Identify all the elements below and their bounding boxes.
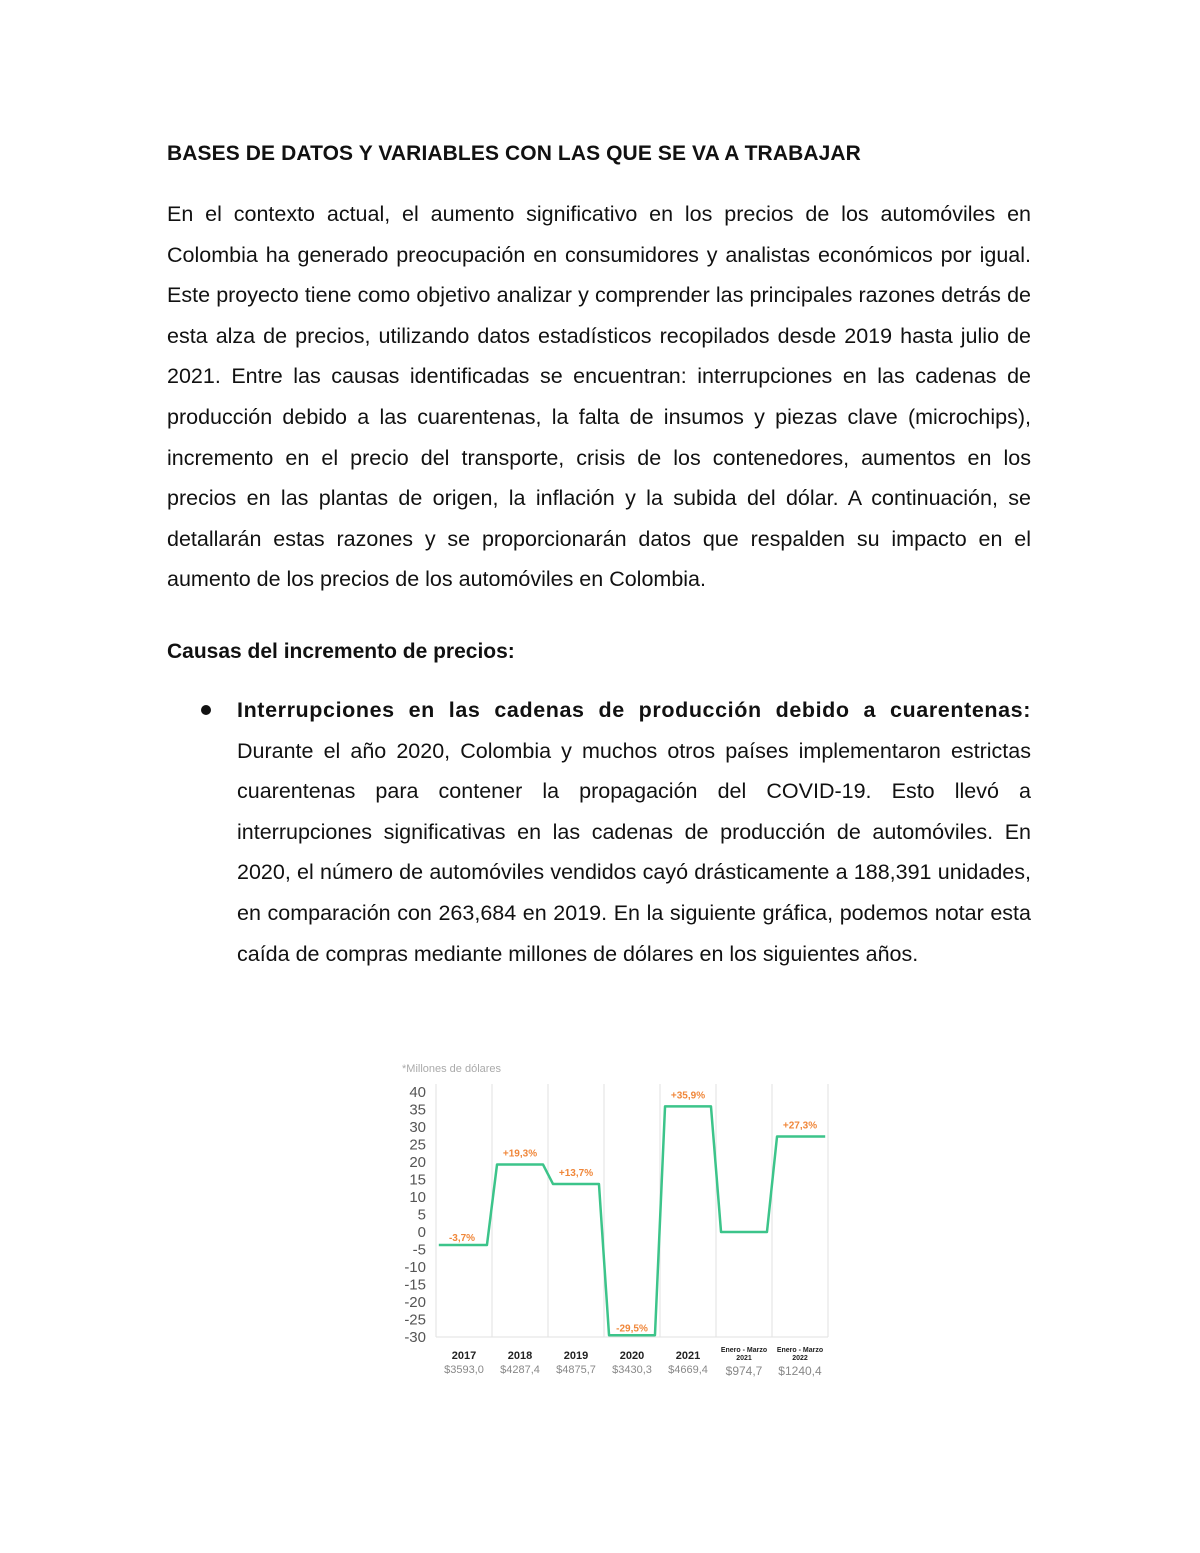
chart-title: *Millones de dólares [402,1063,502,1075]
x-sublabel: $3430,3 [612,1364,652,1376]
data-label: +27,3% [782,1120,818,1132]
x-category-label: 2021 [675,1350,701,1362]
data-label: +13,7% [558,1168,594,1180]
y-tick-label: -10 [404,1259,426,1276]
y-tick-label: 40 [409,1084,426,1101]
cause-text: Durante el año 2020, Colombia y muchos otros países implementaron estrictas cuarentenas para contener la propagación del COVID-19. Esto llevó a interrupciones significativas en las cadenas de producción de automóviles. En 2020, el número de automóviles vendidos cayó drásticamente a 188,391 unidades, en comparación con 263,684 en 2019. En la siguiente gráfica, podemos notar esta caída de compras mediante millones de dólares en los siguientes años. [237,738,1031,966]
y-tick-label: -25 [404,1311,426,1329]
data-label: +19,3% [502,1148,538,1160]
y-tick-label: -20 [404,1294,426,1311]
x-sublabel: $1240,4 [778,1364,822,1378]
causes-heading: Causas del incremento de precios: [167,639,515,663]
y-tick-label: 0 [417,1224,426,1241]
x-sublabel: $974,7 [725,1364,763,1378]
y-tick-label: 30 [409,1119,426,1136]
cause-title: Interrupciones en las cadenas de producción debido a cuarentenas: [237,697,1031,722]
y-tick-label: -15 [404,1276,426,1294]
document-content [167,136,1031,974]
x-axis [444,1347,823,1378]
x-sublabel: $4287,4 [500,1364,540,1376]
x-category-label: 2022 [792,1355,808,1362]
x-category-label: 2017 [451,1350,477,1362]
x-sublabel: $4875,7 [556,1364,596,1376]
y-tick-label: -5 [412,1241,426,1259]
sales-chart [390,1058,840,1388]
x-category-label: 2020 [619,1350,645,1362]
intro-paragraph: En el contexto actual, el aumento significativo en los precios de los automóviles en Colombia ha generado preocupación en consumidores y analistas económicos por igual. Este proyecto tiene como objetivo analizar y comprender las principales razones detrás de esta alza de precios, utilizando datos estadísticos recopilados desde 2019 hasta julio de 2021. Entre las causas identificadas se encuentran: interrupciones en las cadenas de producción debido a las cuarentenas, la falta de insumos y piezas clave (microchips), incremento en el precio del transporte, crisis de los contenedores, aumentos en los precios en las plantas de origen, la inflación y la subida del dólar. A continuación, se detallarán estas razones y se proporcionarán datos que respalden su impacto en el aumento de los precios de los automóviles en Colombia. [167,202,1031,592]
x-category-label: 2019 [563,1350,589,1362]
sales-chart-svg [390,1058,840,1388]
y-tick-label: 15 [409,1171,426,1189]
y-tick-label: 25 [409,1136,426,1154]
y-axis [404,1084,426,1346]
bullet-icon [201,705,211,715]
x-sublabel: $4669,4 [668,1364,708,1376]
section-heading: BASES DE DATOS Y VARIABLES CON LAS QUE SE VA A TRABAJAR [167,142,861,165]
data-label: -3,7% [448,1232,476,1244]
x-category-label: 2018 [507,1350,533,1362]
data-label: -29,5% [616,1323,648,1335]
x-category-label: 2021 [736,1355,752,1362]
y-tick-label: -30 [404,1329,426,1346]
y-tick-label: 5 [417,1206,426,1224]
data-label: +35,9% [670,1090,706,1102]
chart-series [439,1106,825,1335]
data-labels [449,1090,817,1334]
y-tick-label: 20 [409,1154,426,1171]
series-line [439,1106,825,1335]
cause-item [167,690,1031,974]
x-category-label: Enero - Marzo [776,1347,824,1354]
x-category-label: Enero - Marzo [720,1347,768,1354]
y-tick-label: 35 [409,1101,426,1119]
causes-list [167,690,1031,974]
x-sublabel: $3593,0 [444,1364,484,1376]
y-tick-label: 10 [409,1189,426,1206]
